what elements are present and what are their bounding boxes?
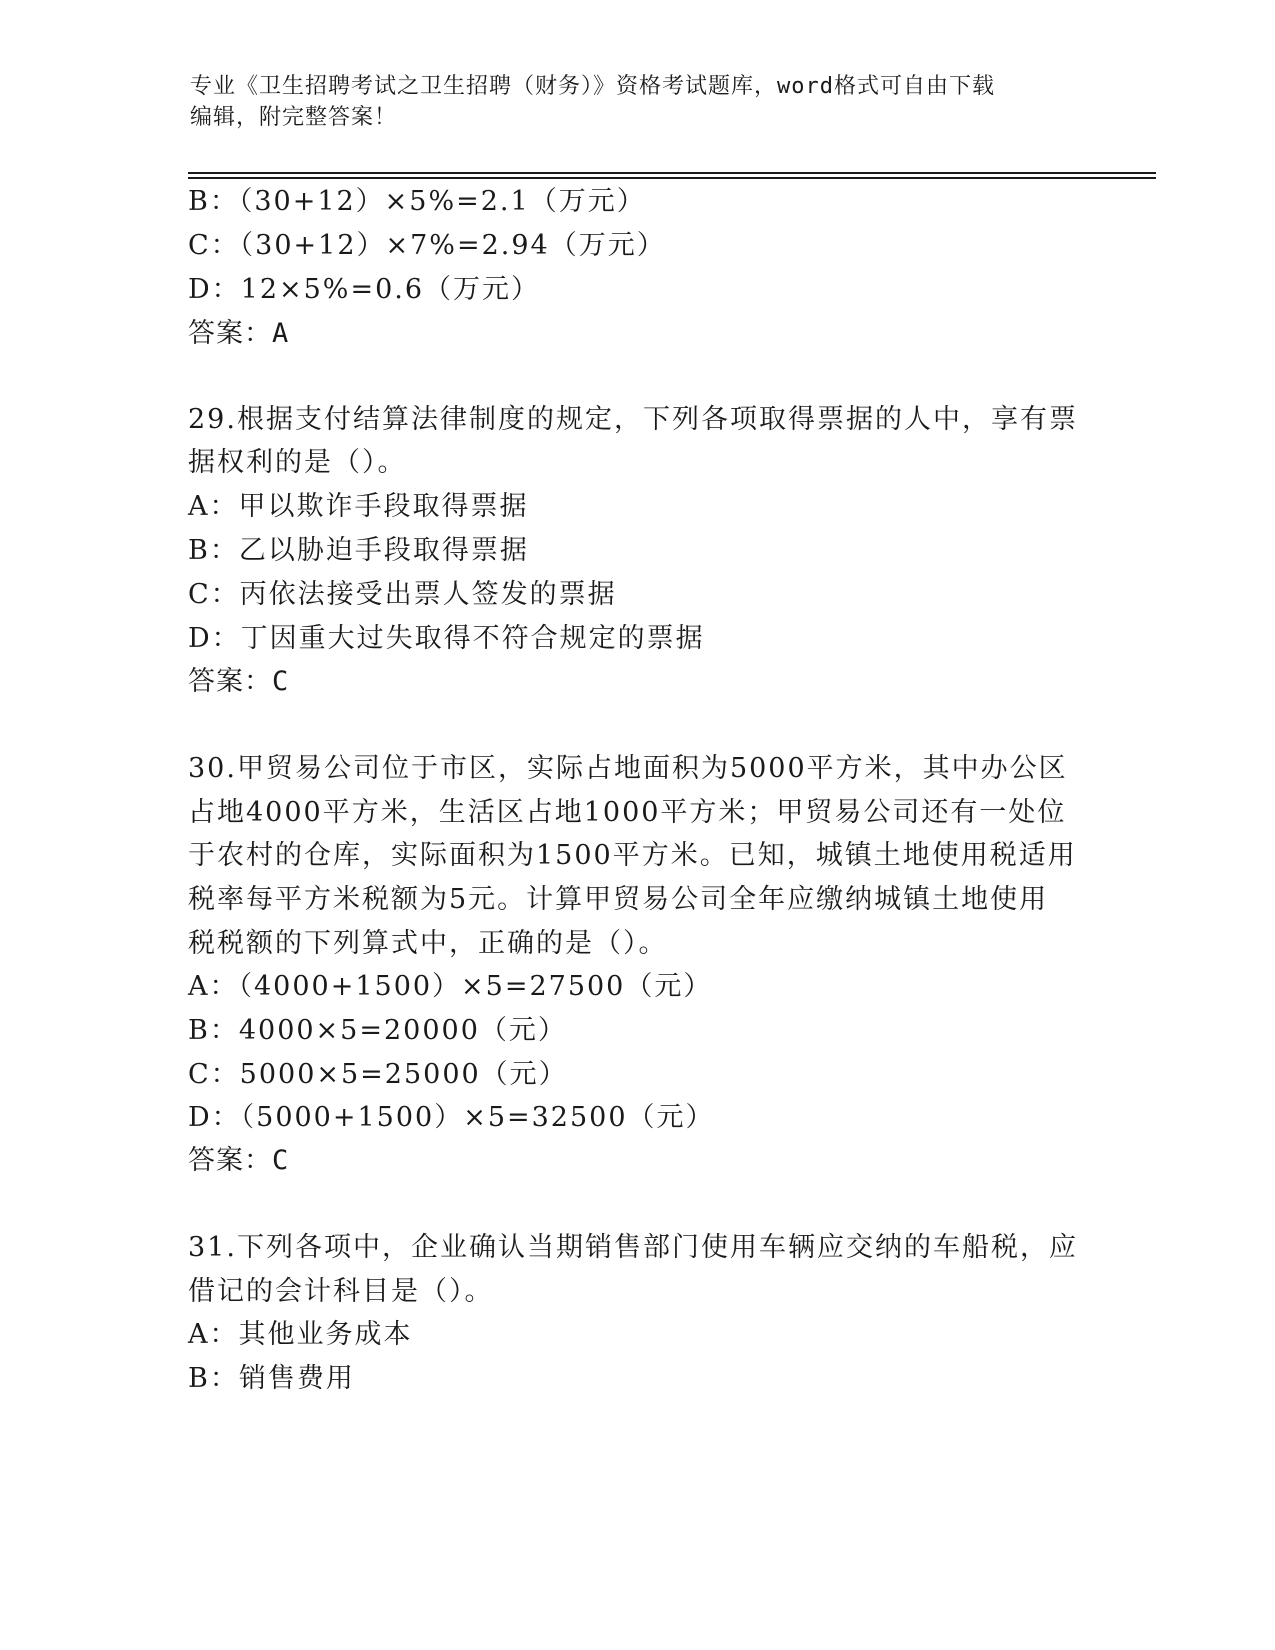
q30-stem-line-3: 于农村的仓库，实际面积为1500平方米。已知，城镇土地使用税适用 [188, 840, 1077, 871]
q29-option-a: A：甲以欺诈手段取得票据 [188, 491, 529, 522]
prev-option-d: D：12×5%=0.6（万元） [188, 274, 541, 305]
q29-option-c: C：丙依法接受出票人签发的票据 [188, 579, 617, 610]
q29-answer: 答案：C [188, 666, 290, 697]
q31-stem-line-2: 借记的会计科目是（）。 [188, 1276, 494, 1307]
document-header-line-1: 专业《卫生招聘考试之卫生招聘（财务）》资格考试题库，word格式可自由下载 [190, 74, 995, 99]
q30-option-d: D：（5000+1500）×5=32500（元） [188, 1102, 715, 1133]
header-divider-top [188, 172, 1156, 174]
q31-option-b: B：销售费用 [188, 1363, 355, 1394]
q30-stem-line-5: 税税额的下列算式中，正确的是（）。 [188, 928, 668, 959]
q31-option-a: A：其他业务成本 [188, 1319, 413, 1350]
prev-option-c: C：（30+12）×7%=2.94（万元） [188, 230, 666, 261]
q30-option-c: C：5000×5=25000（元） [188, 1059, 568, 1090]
q30-stem-line-4: 税率每平方米税额为5元。计算甲贸易公司全年应缴纳城镇土地使用 [188, 884, 1049, 915]
prev-answer: 答案：A [188, 318, 290, 349]
q30-option-b: B：4000×5=20000（元） [188, 1015, 567, 1046]
q31-stem-line-1: 31.下列各项中，企业确认当期销售部门使用车辆应交纳的车船税，应 [188, 1232, 1078, 1263]
q29-stem-line-2: 据权利的是（）。 [188, 447, 407, 478]
q30-stem-line-1: 30.甲贸易公司位于市区，实际占地面积为5000平方米，其中办公区 [188, 753, 1068, 784]
q29-option-b: B：乙以胁迫手段取得票据 [188, 535, 529, 566]
prev-option-b: B：（30+12）×5%=2.1（万元） [188, 186, 646, 217]
q29-option-d: D：丁因重大过失取得不符合规定的票据 [188, 623, 705, 654]
q30-stem-line-2: 占地4000平方米，生活区占地1000平方米；甲贸易公司还有一处位 [188, 797, 1067, 828]
q30-answer: 答案：C [188, 1145, 290, 1176]
q30-option-a: A：（4000+1500）×5=27500（元） [188, 971, 713, 1002]
document-header-line-2: 编辑，附完整答案！ [190, 105, 398, 130]
q29-stem-line-1: 29.根据支付结算法律制度的规定，下列各项取得票据的人中，享有票 [188, 404, 1078, 435]
header-divider-bottom [188, 177, 1156, 179]
